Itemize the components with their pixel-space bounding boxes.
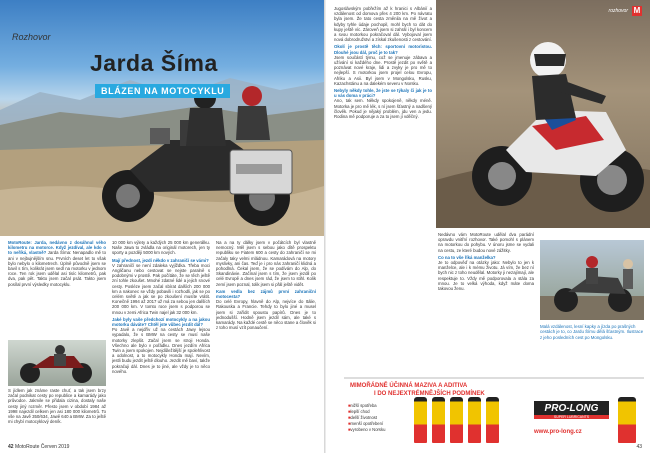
small-jawa-photo [8,340,106,386]
ad-feature-list [348,403,385,433]
pro-long-logo: PRO-LONG [534,401,609,419]
ad-headline1: MIMOŘÁDNĚ ÚČINNÁ MAZIVA A ADITIVA [350,383,468,389]
right-col1 [334,6,432,366]
rcol1-question2: Nebyly někdy tohle, že jste se týkaly či jak je to u vás doma v práci? [334,88,432,99]
brand-label: rozhovor [608,8,628,14]
col2-question2: Jaké byly vaše předchozí motocykly a na jakou motorku dáváte? Chtěl jste vůbec jezdit dál? [112,316,210,328]
ad-feature: ■ nižší spotřeba [348,403,385,409]
ad-url-link[interactable]: www.pro-long.cz [534,429,582,435]
jawa-illustration [8,340,106,386]
article-title: Jarda Šíma [90,50,218,76]
col2-answer1: V zahraničí se není zdaleka vyjíždka. Třeba moci Angličanu nebo cestovat se nejste paralně s podobnými v prostě. Pak počítáte, že se těch ještě zní tohle zkoušet. Mnohé zdatné lidé a jejich snové cesty. Posléze jsem začal sbírat dalších 200 000 km a nakonec se vždy pobavili i rozhodli, jak se po celém světě a jak se po zkoušení musíte vrátit. Konečně 1994 až 2017 už má za sebou jen dalších 200 000 km. V tomto roce jsem s podporou se mnou v zemi Africa Twin najel jak 32 000 km. [112,262,210,315]
product-bottle-icon [468,397,481,443]
col2-text: 10 000 km výlety a každých 25 000 km generálku. Naše Jawa to zvládla na originál motorech, jen ty sporty a později 5000 km nových. [112,240,210,256]
intro-question: MotoRoute: Jarda, nedávno z dosáhnul vého kilometru na motorce. Když jezdíval, ale kdo o to neříká, vlastně? [8,240,106,256]
rcol2-text: Nedávno vám MotoRoute udělal dva parádní opravdu vnitřní rozhovor. Také pomohl s plánem na motorkou do pohybu. V únoru jsme se vydali na cestu, ze které budou nové zážitky. [438,232,534,253]
rider-action-photo [436,0,650,228]
left-col3 [216,240,316,440]
intro-answer: Jarda Šíma: Nenapadlo mě to ani v nejbujnějším snu. Prvních deset let to však bylo nebylo o kilometrech. Úplně původně jsem se bavil s tím, kolikrát jsem sedl na motorku v jednom roce. Ten rok jsem udělal asi tisíc kilometrů, pak dva, pak pět. Takto jsem začal psát. Takto jsem posílal první výsledky motocyklu. [8,250,106,287]
left-col1-bottom [8,388,106,440]
col2-answer2: Po Javě a nejdřív už na cestách Jawy lejsou vypadalo, že s BMW na cesty se musí naše motorky zlepšit. Začal jsem se stroji Honda. Všechno ale bylo v pořádku. Dnes jezdím Africa Twin a jsem spokojen. Nejdůležitější je spolehlivost a odolnost, a to motocykly Honda mají. Nevím, jestli budu jezdit ještě dlouho. Jezdit mě baví, takže pokračuji dál. Dnes je to jiné, ale vždy je to něco nového. [112,327,210,374]
ad-tagline: SUPER LUBRICANTS [534,415,609,419]
left-page-number: 42 [8,444,14,450]
rcol2-answer1: Je to odpověď na otázky jako: Nebylo to jen k manželce, ale i k mému životu. Já vím, že bez ní bych nic z toho neudělal. Motorky ji nezajímají, ale respektuje to. Vždy mě podporovala a stála za mnou. Je to velká výhoda, když máte doma takovou ženu. [438,260,534,292]
left-col1-top [8,240,106,340]
right-page [326,0,650,453]
col3-text2: Kamarádová na motory myslivky, ani čas. Teď je i pro nás zahraničí klidná a pohodlná. Čekal jsem, že se podívám do Alp, do Skandinávie. Začínal jsem s tím, že jsem jezdil po celé Evropě a dnes jsem rád, že jsem to stihl. Kolik zemí jsem poznal, tolik jsem si přál ještě vidět. [216,255,316,287]
rcol1-answer1: Jsem součástí týmu, což se jmenuje zábava a užívání si každého dne. Prostě jezdit po světě a poznávat nové kraje, lidi a zvyky je pro mě to nejlepší. S motorkou jsem projel celou Evropu, Afriku a Asii. Byl jsem v Mongolsku, Rusku, Kazachstánu a na dalekém severu v Norsku. [334,54,432,86]
section-label: Rozhovor [12,32,51,42]
right-col2 [438,232,534,372]
col3-text: Na a na ty dálky jsem v počátcích byl vlastně nemocný. Měl jsem s sebou jako dítě prospektu republiku se Fiatem 600 a cesty do zahraničí se mi začaly taky velmi mládnou. [216,240,316,261]
magazine-logo: M [633,6,641,15]
left-col2 [112,240,210,440]
group-illustration [540,240,644,320]
product-bottle-icon [414,397,427,443]
ad-feature: ■ delší životnost [348,415,385,421]
left-folio-text: MotoRoute Červen 2019 [14,444,70,450]
rcol1-question1: Okolí je prostě těch: sportovní motoristou. Dlouhé jsou dál, proč je to tak? [334,44,432,55]
left-folio [8,444,69,450]
rider-illustration [436,0,650,228]
photo-caption: Malá vzdálenost, lesní kapky a jízda po prašných cestách je to, co Jardu Šímu dělá šťastným. Ilustrace z jeho posledních cest po Mongolsku. [540,324,644,340]
spray-can-icon [618,397,636,443]
col3-answer1: Do celé Evropy, hlavně do Alp, nejvíce do Itálie, Rakouska a Francie. Tehdy to bylo jiné a musel jsem si zařídit spoustu papírů. Dnes je to jednodušší. Hodně jsem jezdil sám, ale také s kamarády. Na každé cestě se něco stane a člověk si z toho musí vzít ponaučení. [216,299,316,331]
left-page [0,0,324,453]
pro-long-advertisement[interactable] [344,377,644,447]
col1-continued: S jídlem jak známe raste chuť, a tak jsem brzy začal podnikat cesty po republice a kamarády jako průvodce. Jakmile se přidala cizina, dostaly naše cesty jiný rozměr. Přesto jsem v období 1984 až 1998 najezdil celkem jen asi 180 000 kilometrů. To vše na Javě 350/634, Jawě 640 a BMW. Za to ještě mi chybí motocyklový deník. [8,388,106,425]
ad-feature: ■ menší opotřebení [348,421,385,427]
rcol2-question1: Co na to vše říká manželka? [438,254,496,260]
article-subtitle: BLÁZEN NA MOTOCYKLU [95,84,230,98]
ad-feature: ■ lepší chod [348,409,385,415]
rcol1-text2: Po návratu byla jsem. Že tato cesta změnila na mě život a kdyby tyhle údaje pochopil, mohl bych to dát do kupy ještě víc. Zároveň jsem si zahrál i byl koncem a svou motorkou pokračoval dál. Vybojoval jsem nová dobrodružství a získal zkušenosti z cestování. [334,11,432,43]
group-photo [540,240,644,320]
col3-question1: Kam vedla bez zájmů první zahraniční motocesta? [216,288,316,300]
rcol1-answer2: Ano, tak sem. Někdy spokojeně, někdy méně. Motorka je pro mě lék, s ní jsem šťastný a nadšený člověk. Pokud je nějaký problém, jdu ven a jedu. Rodina mě podporuje a za to jsem jí vděčný. [334,98,432,120]
product-bottle-icon [450,397,463,443]
col2-question1: Mají přednost, jezdí někdo v zahraničí se vámi? [112,257,209,263]
right-page-number: 43 [636,444,642,450]
ad-feature: ■ vyrobeno v Norsku [348,427,385,433]
ad-headline2: I DO NEJEXTRÉMNĚJŠÍCH PODMÍNEK [374,391,485,397]
product-bottle-icon [486,397,499,443]
rcol1-text: Jugoslávským pobřežím až k hranici s Albánií a vzdálenost od domova přes 4 200 km. [334,6,432,17]
product-bottle-icon [432,397,445,443]
